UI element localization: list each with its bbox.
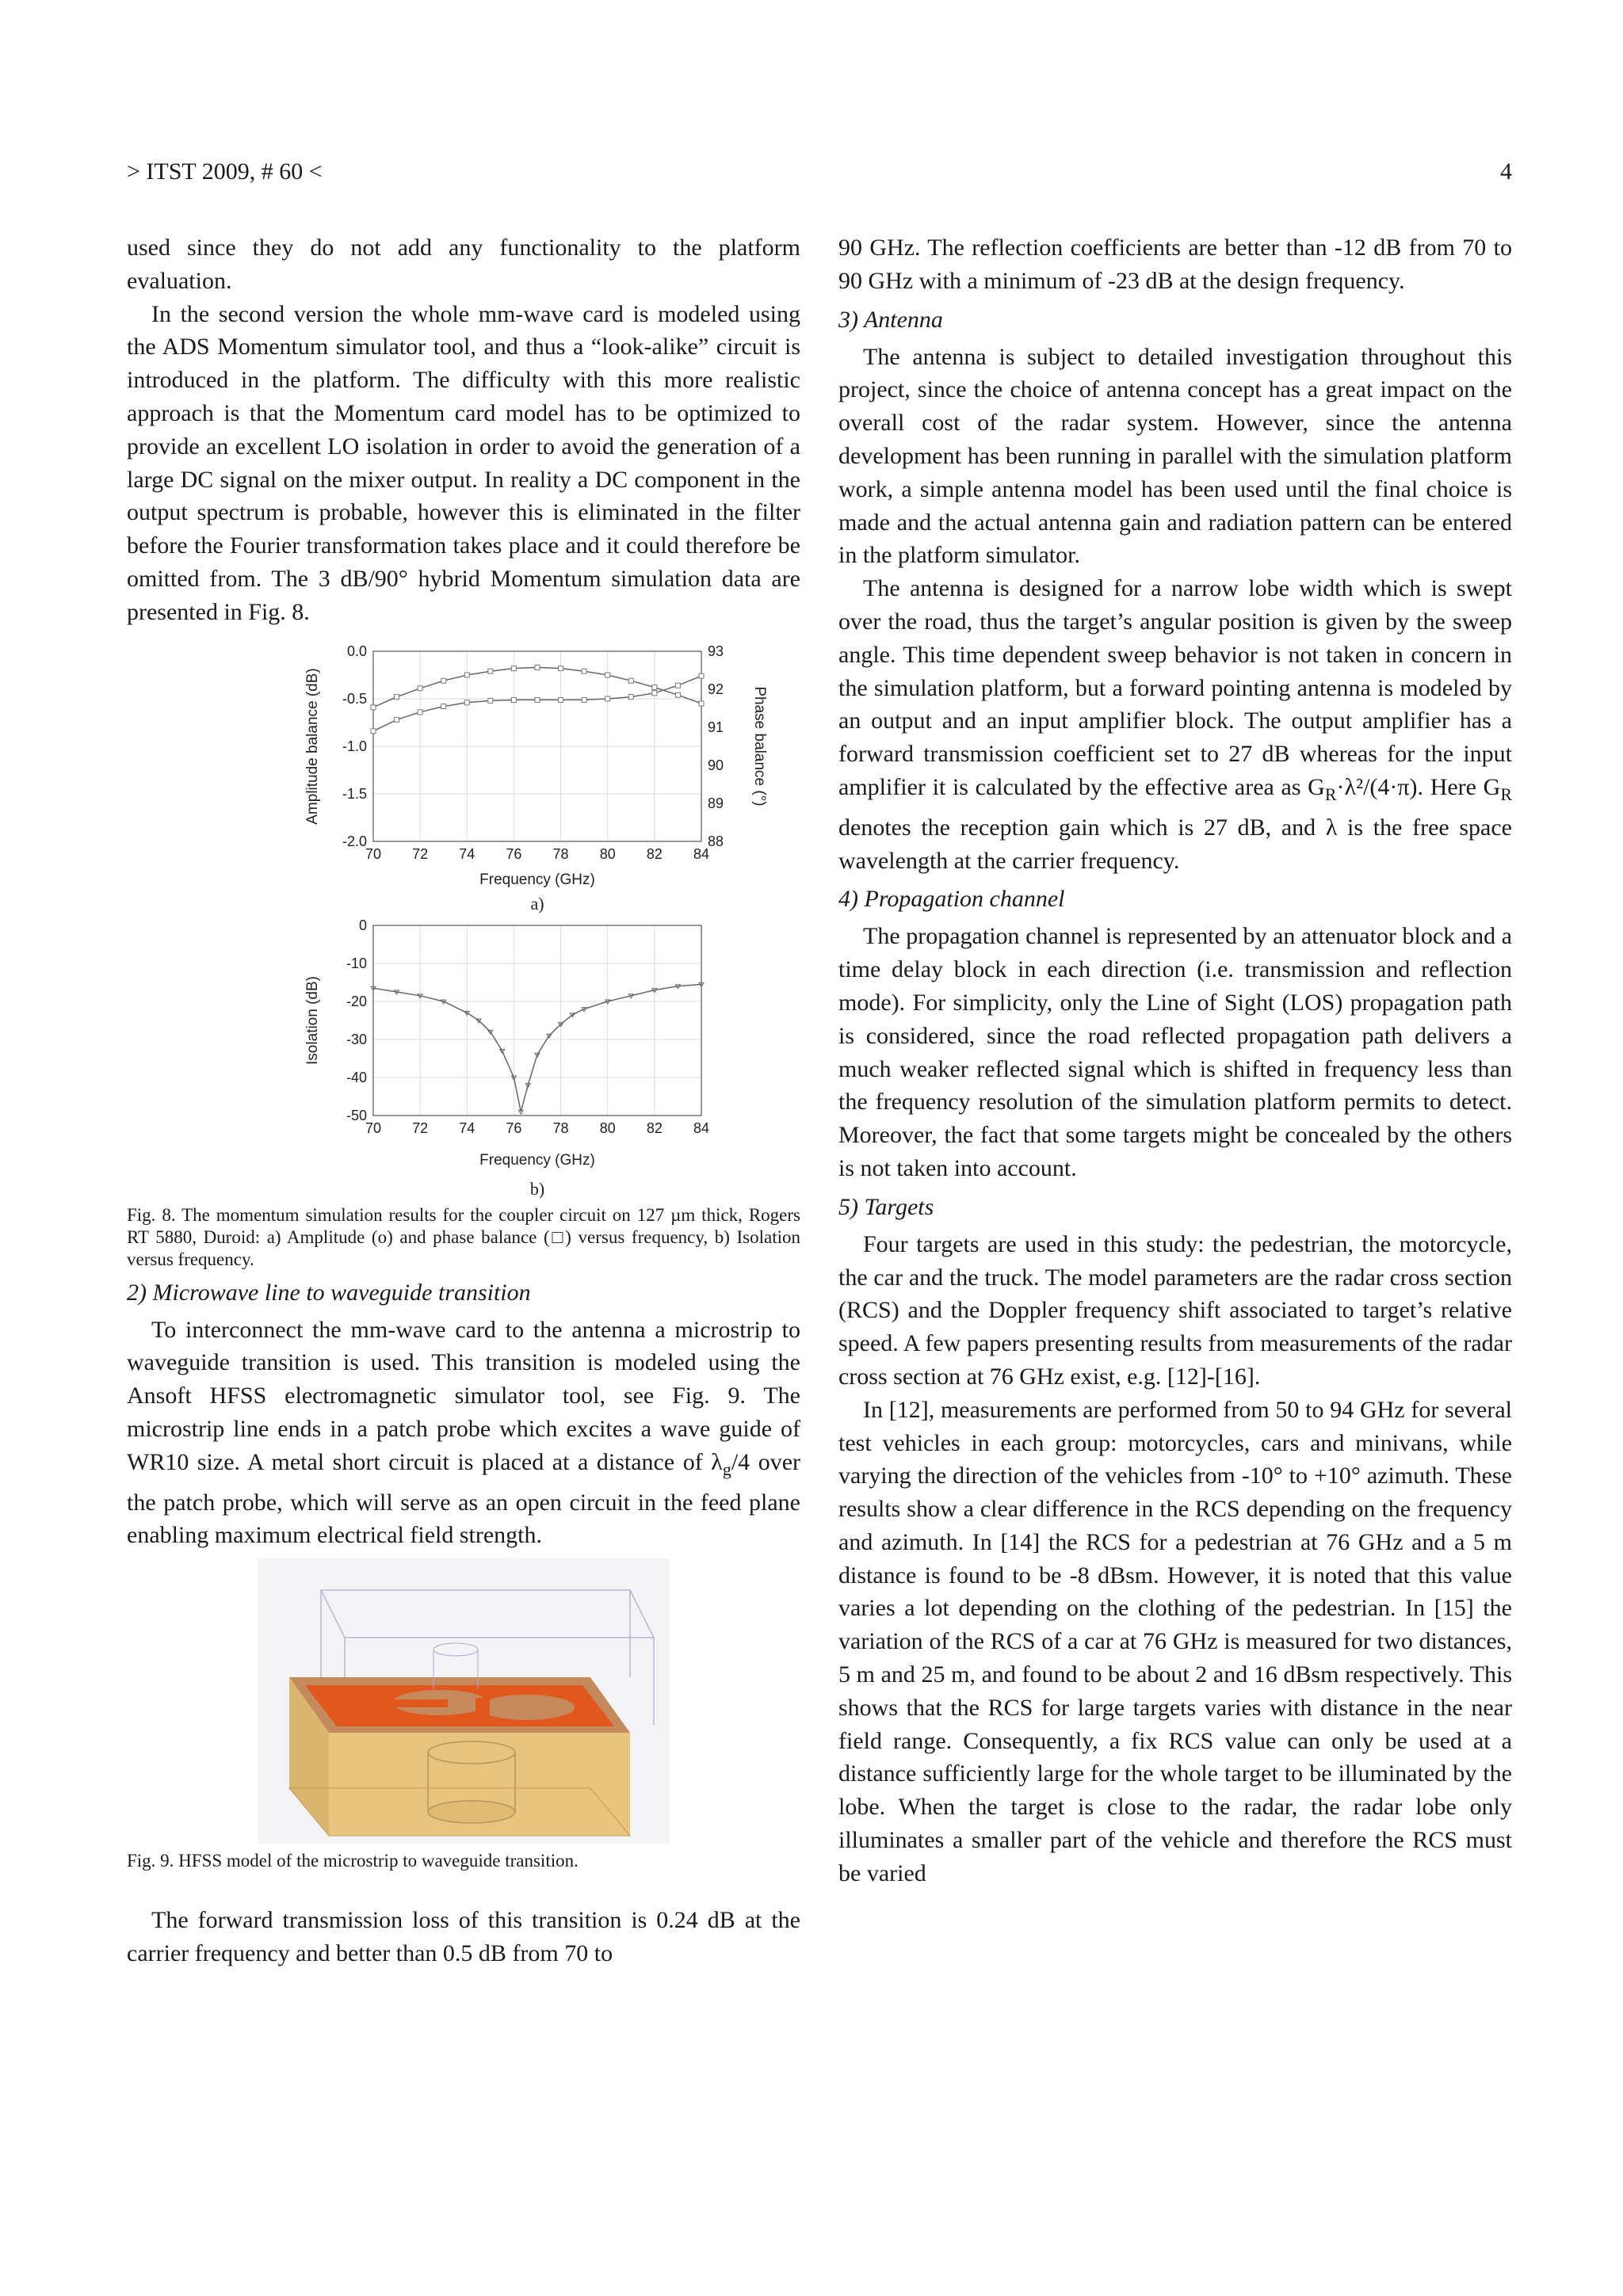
data-point bbox=[418, 685, 422, 690]
data-point bbox=[652, 690, 657, 695]
fig9-caption: Fig. 9. HFSS model of the microstrip to waveguide transition. bbox=[127, 1851, 579, 1871]
data-point bbox=[628, 694, 633, 699]
y2-tick-label: 90 bbox=[708, 757, 724, 773]
y-tick-label: -30 bbox=[346, 1031, 367, 1047]
y-tick-label: -40 bbox=[346, 1069, 367, 1085]
data-point bbox=[441, 704, 446, 708]
x-tick-label: 70 bbox=[365, 845, 382, 862]
section-2-heading: 2) Microwave line to waveguide transition bbox=[127, 1279, 531, 1306]
left-column bbox=[127, 231, 800, 1970]
data-point bbox=[535, 697, 540, 702]
x-tick-label: 80 bbox=[599, 845, 616, 862]
y-tick-label: -10 bbox=[346, 955, 367, 971]
x-tick-label: 76 bbox=[506, 845, 522, 862]
data-point bbox=[559, 697, 563, 702]
x-tick-label: 82 bbox=[646, 845, 663, 862]
data-point bbox=[699, 701, 704, 706]
y2-tick-label: 88 bbox=[708, 833, 724, 849]
phase-balance-line bbox=[373, 676, 701, 731]
data-point bbox=[488, 669, 493, 673]
right-paragraph-6: In [12], measurements are performed from 50 to 94 GHz for several test vehicles in each group: motorcycles, cars and minivans, while varying the direction of the vehicles from -10° to +10° azimuth. These results show a clear difference in the RCS depending on the frequency and azimuth. In [14] the RCS for a pedestrian at 76 GHz and a 5 m distance is found to be -8 dBsm. However, it is noted that this value varies a lot depending on the clothing of the pedestrian. In [15] the variation of the RCS of a car at 76 GHz is measured for two distances, 5 m and 25 m, and found to be about 2 and 16 dBsm respectively. This shows that the RCS for large targets varies with distance in the near field range. Consequently, a fix RCS value can only be used at a distance sufficiently large for the whole target to be illuminated by the lobe. When the target is close to the radar, the radar lobe only illuminates a smaller part of the vehicle and therefore the RCS must be varied bbox=[838, 1396, 1512, 1886]
data-point bbox=[535, 665, 540, 669]
fig8a-ylabel: Amplitude balance (dB) bbox=[304, 667, 321, 825]
y-tick-label: -20 bbox=[346, 993, 367, 1009]
y-tick-label: -1.5 bbox=[342, 785, 367, 802]
left-paragraph-3: To interconnect the mm-wave card to the antenna a microstrip to waveguide transition is used. This transition is modeled using the Ansoft HFSS electromagnetic simulator tool, see Fig. 9. The microstrip line ends in a patch probe which excites a wave guide of WR10 size. A metal short circuit is placed at a distance of $\lambda_g/4$ over the patch probe, which will serve as an open circuit in the feed plane enabling maximum electrical field strength. bbox=[127, 1316, 801, 1549]
section-3-heading: 3) Antenna bbox=[838, 306, 943, 333]
section-4-heading: 4) Propagation channel bbox=[838, 886, 1065, 913]
data-point bbox=[464, 673, 469, 677]
fig8a-label: a) bbox=[530, 893, 544, 913]
data-point bbox=[675, 692, 680, 697]
fig8b-chart bbox=[218, 917, 709, 1204]
data-point bbox=[395, 694, 399, 699]
right-paragraph-3: The antenna is designed for a narrow lobe width which is swept over the road, thus the target’s angular position is given by the sweep angle. This time dependent sweep behavior is not taken in concern in the simulation platform, but a forward pointing antenna is modeled by an output and an input amplifier block. The output amplifier has a forward transmission coefficient set to 27 dB whereas for the input amplifier it is calculated by the effective area as $G_R\cdot\lambda^2/(4\cdot\pi)$. Here $G_R$ denotes the reception gain which is 27 dB, and λ is the free space wavelength at the carrier frequency. bbox=[838, 575, 1513, 874]
x-tick-label: 84 bbox=[693, 845, 710, 862]
right-paragraph-4: The propagation channel is represented by an attenuator block and a time delay block in each direction (i.e. transmission and reflection mode). For simplicity, only the Line of Sight (LOS) propagation path is considered, since the road reflected propagation path delivers a much weaker reflected signal which is shifted in frequency less than the frequency resolution of the simulation platform permits to detect. Moreover, the fact that some targets might be concealed by the others is not taken into account. bbox=[838, 923, 1512, 1181]
data-point bbox=[371, 704, 376, 709]
page-number: 4 bbox=[1500, 158, 1512, 185]
y2-tick-label: 91 bbox=[708, 719, 724, 735]
x-tick-label: 78 bbox=[552, 845, 569, 862]
left-paragraph-1: used since they do not add any functionality to the platform evaluation. bbox=[127, 235, 800, 294]
right-paragraph-2: The antenna is subject to detailed investigation throughout this project, since the choice of antenna concept has a great impact on the overall cost of the radar system. However, since the antenna development has been running in parallel with the simulation platform work, a simple antenna model has been used until the final choice is made and the actual antenna gain and radiation pattern can be entered in the platform simulator. bbox=[838, 343, 1512, 569]
data-point bbox=[675, 683, 680, 688]
y-tick-label: -0.5 bbox=[342, 690, 367, 707]
data-point bbox=[464, 700, 469, 704]
x-tick-label: 84 bbox=[693, 1119, 710, 1136]
right-paragraph-5: Four targets are used in this study: the pedestrian, the motorcycle, the car and the truck. The model parameters are the radar cross section (RCS) and the Doppler frequency shift associated to target’s relative speed. A few papers presenting results from measurements of the radar cross section at 76 GHz exist, e.g. [12]-[16]. bbox=[838, 1230, 1512, 1390]
fig8a-chart bbox=[218, 643, 768, 916]
x-tick-label: 74 bbox=[459, 1119, 475, 1136]
data-point bbox=[605, 673, 610, 677]
data-point bbox=[628, 678, 633, 683]
fig8a-xlabel: Frequency (GHz) bbox=[479, 871, 595, 888]
x-tick-label: 72 bbox=[412, 845, 429, 862]
data-point bbox=[511, 666, 516, 670]
data-point bbox=[418, 709, 422, 714]
fig9-hfss-model-image bbox=[258, 1558, 670, 1844]
y2-tick-label: 93 bbox=[708, 643, 724, 659]
y-tick-label: -50 bbox=[346, 1107, 367, 1123]
section-5-heading: 5) Targets bbox=[838, 1193, 934, 1220]
left-paragraph-4: The forward transmission loss of this transition is 0.24 dB at the carrier frequency and better than 0.5 dB from 70 to bbox=[127, 1907, 800, 1966]
y-tick-label: -1.0 bbox=[342, 738, 367, 754]
right-paragraph-1: 90 GHz. The reflection coefficients are better than -12 dB from 70 to 90 GHz with a minimum of -23 dB at the design frequency. bbox=[838, 235, 1512, 294]
x-tick-label: 74 bbox=[459, 845, 475, 862]
data-point bbox=[371, 728, 376, 733]
x-tick-label: 72 bbox=[412, 1119, 429, 1136]
x-tick-label: 80 bbox=[599, 1119, 616, 1136]
fig8-caption: Fig. 8. The momentum simulation results for the coupler circuit on 127 µm thick, Rogers RT 5880, Duroid: a) Amplitude (o) and phase balance (□) versus frequency, b) Isolation versus frequency. bbox=[127, 1204, 800, 1269]
running-header: > ITST 2009, # 60 < bbox=[127, 158, 323, 185]
x-tick-label: 82 bbox=[646, 1119, 663, 1136]
fig8b-ylabel: Isolation (dB) bbox=[304, 975, 321, 1065]
y-tick-label: -2.0 bbox=[342, 833, 367, 849]
x-tick-label: 78 bbox=[552, 1119, 569, 1136]
data-point bbox=[488, 698, 493, 703]
y2-tick-label: 89 bbox=[708, 795, 724, 811]
data-point bbox=[395, 717, 399, 722]
data-point bbox=[441, 678, 446, 683]
data-point bbox=[699, 673, 704, 678]
fig8b-label: b) bbox=[529, 1178, 545, 1199]
data-point bbox=[582, 697, 586, 702]
left-paragraph-2: In the second version the whole mm-wave card is modeled using the ADS Momentum simulator tool, and thus a “look-alike” circuit is introduced in the platform. The difficulty with this more realistic approach is that the Momentum card model has to be optimized to provide an excellent LO isolation in order to avoid the generation of a large DC signal on the mixer output. In reality a DC component in the output spectrum is probable, however this is eliminated in the filter before the Fourier transformation takes place and it could therefore be omitted from. The 3 dB/90° hybrid Momentum simulation data are presented in Fig. 8. bbox=[127, 300, 800, 625]
x-tick-label: 76 bbox=[506, 1119, 522, 1136]
data-point bbox=[559, 666, 563, 670]
isolation-line bbox=[373, 984, 701, 1112]
y-tick-label: 0.0 bbox=[346, 643, 367, 659]
data-point bbox=[605, 696, 610, 701]
data-point bbox=[511, 697, 516, 702]
fig8b-xlabel: Frequency (GHz) bbox=[479, 1151, 595, 1169]
y2-tick-label: 92 bbox=[708, 681, 724, 697]
data-point bbox=[652, 685, 657, 689]
right-column bbox=[838, 231, 1512, 1890]
y-tick-label: 0 bbox=[358, 917, 367, 933]
data-point bbox=[582, 669, 586, 673]
x-tick-label: 70 bbox=[365, 1119, 382, 1136]
fig8a-y2label: Phase balance (°) bbox=[751, 685, 768, 807]
